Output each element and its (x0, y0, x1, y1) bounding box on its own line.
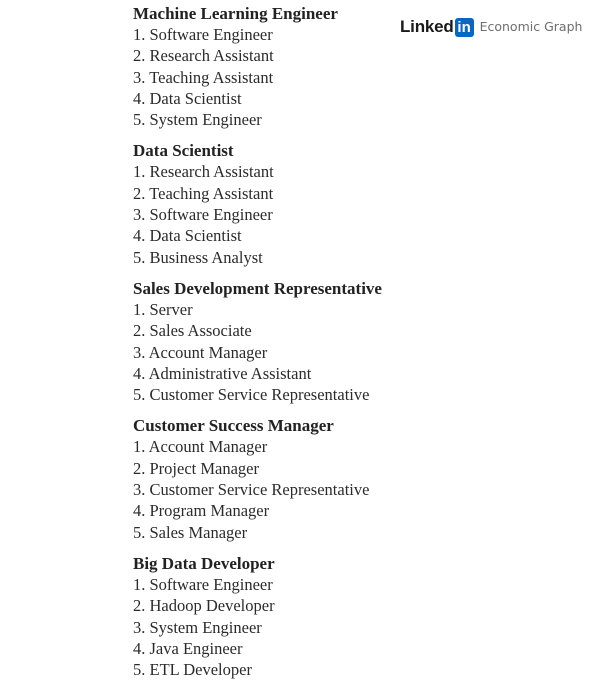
section-big-data-developer (133, 553, 573, 680)
list-item: 5. System Engineer (133, 110, 262, 130)
section-machine-learning-engineer (133, 3, 573, 130)
list-item: 3. Account Manager (133, 342, 268, 362)
list-item: 1. Server (133, 299, 193, 319)
list-item: 1. Research Assistant (133, 162, 274, 182)
list-item: 5. Sales Manager (133, 522, 248, 542)
job-list (133, 299, 573, 405)
list-item: 1. Software Engineer (133, 25, 273, 44)
list-item: 4. Administrative Assistant (133, 363, 312, 383)
job-list (133, 161, 573, 267)
list-item: 5. Customer Service Representative (133, 385, 370, 405)
list-item: 4. Data Scientist (133, 226, 242, 246)
list-item: 2. Hadoop Developer (133, 596, 275, 616)
list-item: 1. Software Engineer (133, 574, 273, 594)
list-item: 3. Teaching Assistant (133, 67, 274, 87)
section-title: Machine Learning Engineer (133, 4, 338, 23)
list-item: 4. Data Scientist (133, 88, 242, 108)
list-item: 3. System Engineer (133, 617, 262, 637)
linkedin-logo-icon: in (455, 18, 474, 37)
economic-graph-label: Economic Graph (479, 19, 583, 34)
job-list (133, 574, 573, 680)
list-item: 5. Business Analyst (133, 247, 263, 267)
list-item: 1. Account Manager (133, 437, 268, 457)
section-title: Big Data Developer (133, 553, 275, 573)
list-item: 5. ETL Developer (133, 660, 252, 680)
job-list (133, 24, 573, 130)
job-transitions-content (133, 3, 573, 690)
list-item: 2. Project Manager (133, 458, 259, 478)
section-title: Sales Development Representative (133, 278, 382, 298)
section-customer-success-manager (133, 415, 573, 542)
list-item: 2. Sales Associate (133, 321, 252, 341)
list-item: 4. Program Manager (133, 501, 270, 521)
list-item: 2. Teaching Assistant (133, 183, 274, 203)
list-item: 4. Java Engineer (133, 638, 243, 658)
section-title: Customer Success Manager (133, 416, 334, 436)
section-sales-development-representative (133, 278, 573, 405)
list-item: 3. Software Engineer (133, 205, 273, 225)
section-data-scientist (133, 140, 573, 267)
job-list (133, 436, 573, 542)
section-title: Data Scientist (133, 141, 234, 161)
list-item: 3. Customer Service Representative (133, 480, 370, 500)
linkedin-wordmark: Linked (400, 17, 454, 36)
list-item: 2. Research Assistant (133, 46, 274, 66)
